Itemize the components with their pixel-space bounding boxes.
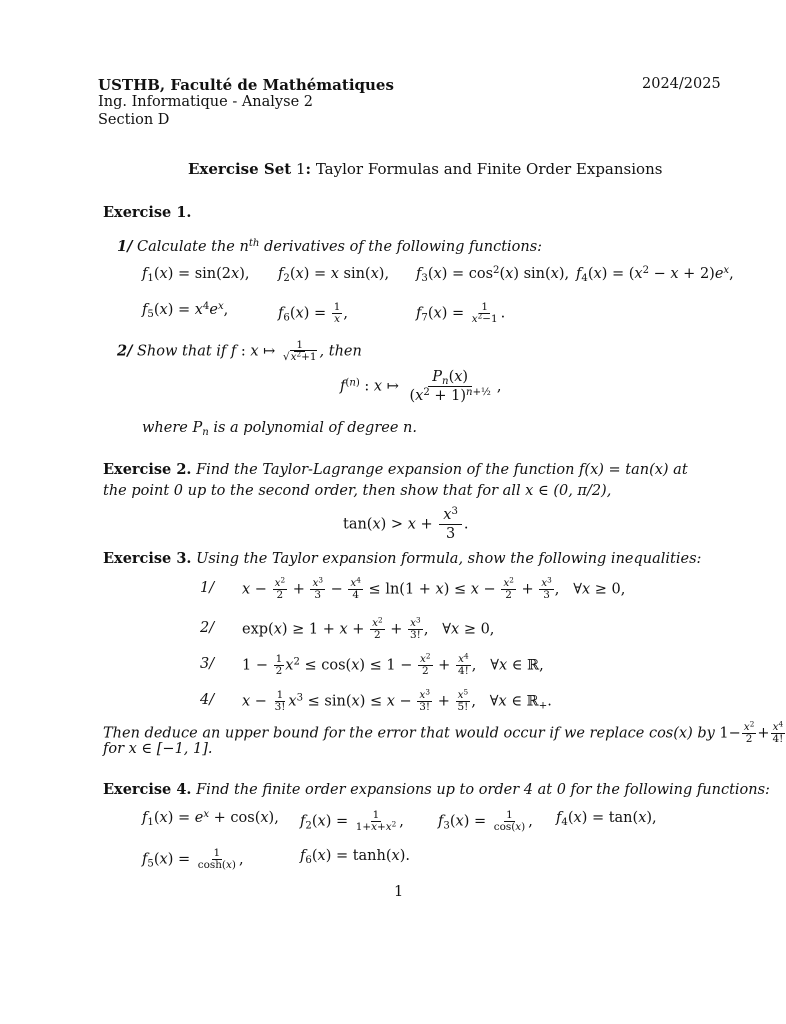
exercise-3-heading: Exercise 3.: [103, 550, 192, 567]
institution: USTHB, Faculté de Mathématiques: [98, 76, 394, 94]
exercise-4: [103, 781, 770, 798]
course-name: Ing. Informatique - Analyse 2: [98, 94, 313, 110]
ex4-function-f2: $f_2(x)$ = $\frac{1}{1+x+x^2}$ ,: [300, 809, 404, 833]
function-f6: $f_6(x)$ = $\frac{1}{x}$ ,: [278, 301, 348, 325]
page-number: 1: [394, 884, 404, 900]
inequality-1-label: 1/: [200, 580, 215, 596]
function-f3: $f_3(x) = \cos^2(x)$ sin(x),: [416, 264, 570, 285]
exercise-2-text: Find the Taylor-Lagrange expansion of the function f(x) = tan(x) at the point 0 up to the second order, then show that for all x ∈ (0, π/2),: [103, 462, 688, 499]
derivative-formula: $f^{(n)}$ : x ↦ $\frac{P_n(x)}{(x^2 + 1)^{n+\frac{1}{2}}}$ ,: [340, 369, 502, 405]
inequality-4: x − $\frac{1}{3!}$ $x^3 \le \sin(x) \le x$ − $\frac{x^3}{3!}$ + $\frac{x^5}{5!}$ , ∀x ∈ ℝ$_+$.: [242, 687, 552, 713]
inequality-2-label: 2/: [200, 620, 215, 636]
function-f2: $f_2(x) = x$ sin(x),: [278, 266, 390, 285]
exercise-3-text: Using the Taylor expansion formula, show the following inequalities:: [196, 551, 702, 567]
ex4-function-f5: $f_5(x)$ = $\frac{1}{\cosh(x)}$ ,: [142, 847, 244, 871]
exercise-1-question-1: 1/ Calculate the $n^{th}$ derivatives of the following functions:: [117, 237, 543, 255]
ex4-function-f1: $f_1(x) = e^x + \cos(x)$,: [142, 808, 279, 829]
exercise-3: [103, 550, 701, 567]
title-subtitle: Taylor Formulas and Finite Order Expansions: [315, 160, 663, 178]
inequality-3-label: 3/: [200, 656, 215, 672]
polynomial-note: where $P_n$ is a polynomial of degree n.: [142, 420, 417, 439]
function-f7: $f_7(x)$ = $\frac{1}{x^2-1}$ .: [416, 301, 506, 325]
exercise-1-heading: Exercise 1.: [103, 204, 192, 221]
exercise-3-deduce: Then deduce an upper bound for the error that would occur if we replace cos(x) by 1− $\frac{x^2}{2}$ + $\frac{x^4}{4!}$: [103, 719, 784, 745]
section-name: Section D: [98, 112, 170, 128]
exercise-2: [103, 459, 703, 502]
exercise-4-text: Find the finite order expansions up to order 4 at 0 for the following functions:: [196, 782, 770, 798]
exercise-3-interval: for x ∈ [−1, 1].: [103, 741, 213, 757]
function-f1: $f_1(x) = \sin(2x)$,: [142, 266, 250, 285]
inequality-1: x − $\frac{x^2}{2}$ + $\frac{x^3}{3}$ − $\frac{x^4}{4}$ ≤ ln(1 + x) ≤ x − $\frac{x^2}{2}$ + $\frac{x^3}{3}$ , ∀x ≥ 0,: [242, 575, 626, 601]
title-prefix: Exercise Set: [188, 160, 292, 178]
exercise-1-question-2: 2/ Show that if f : x ↦ $\frac{1}{√x^2+1}$ , then: [117, 339, 362, 363]
inequality-2: exp(x) ≥ 1 + x + $\frac{x^2}{2}$ + $\frac{x^3}{3!}$ , ∀x ≥ 0,: [242, 615, 495, 641]
exercise-2-heading: Exercise 2.: [103, 461, 192, 478]
function-f4: $f_4(x) = (x^2 - x + 2)e^x$,: [576, 264, 734, 285]
ex4-function-f4: $f_4(x) = \tan(x)$,: [556, 810, 657, 829]
inequality-4-label: 4/: [200, 692, 215, 708]
function-f5: $f_5(x) = x^4e^x$,: [142, 300, 229, 321]
ex4-function-f6: $f_6(x) = \tanh(x)$.: [300, 848, 410, 867]
academic-year: 2024/2025: [642, 76, 721, 92]
ex4-function-f3: $f_3(x)$ = $\frac{1}{\cos(x)}$ ,: [438, 809, 533, 833]
title-number: 1: [295, 160, 306, 178]
inequality-3: 1 − $\frac{1}{2}$ $x^2 \le \cos(x) \le 1$ − $\frac{x^2}{2}$ + $\frac{x^4}{4!}$ , ∀x ∈ ℝ,: [242, 651, 544, 677]
tan-inequality: tan(x) > x + $\frac{x^3}{3}$ .: [343, 505, 469, 543]
page-title: Exercise Set 1: Taylor Formulas and Finite Order Expansions: [188, 160, 663, 178]
exercise-4-heading: Exercise 4.: [103, 781, 192, 798]
